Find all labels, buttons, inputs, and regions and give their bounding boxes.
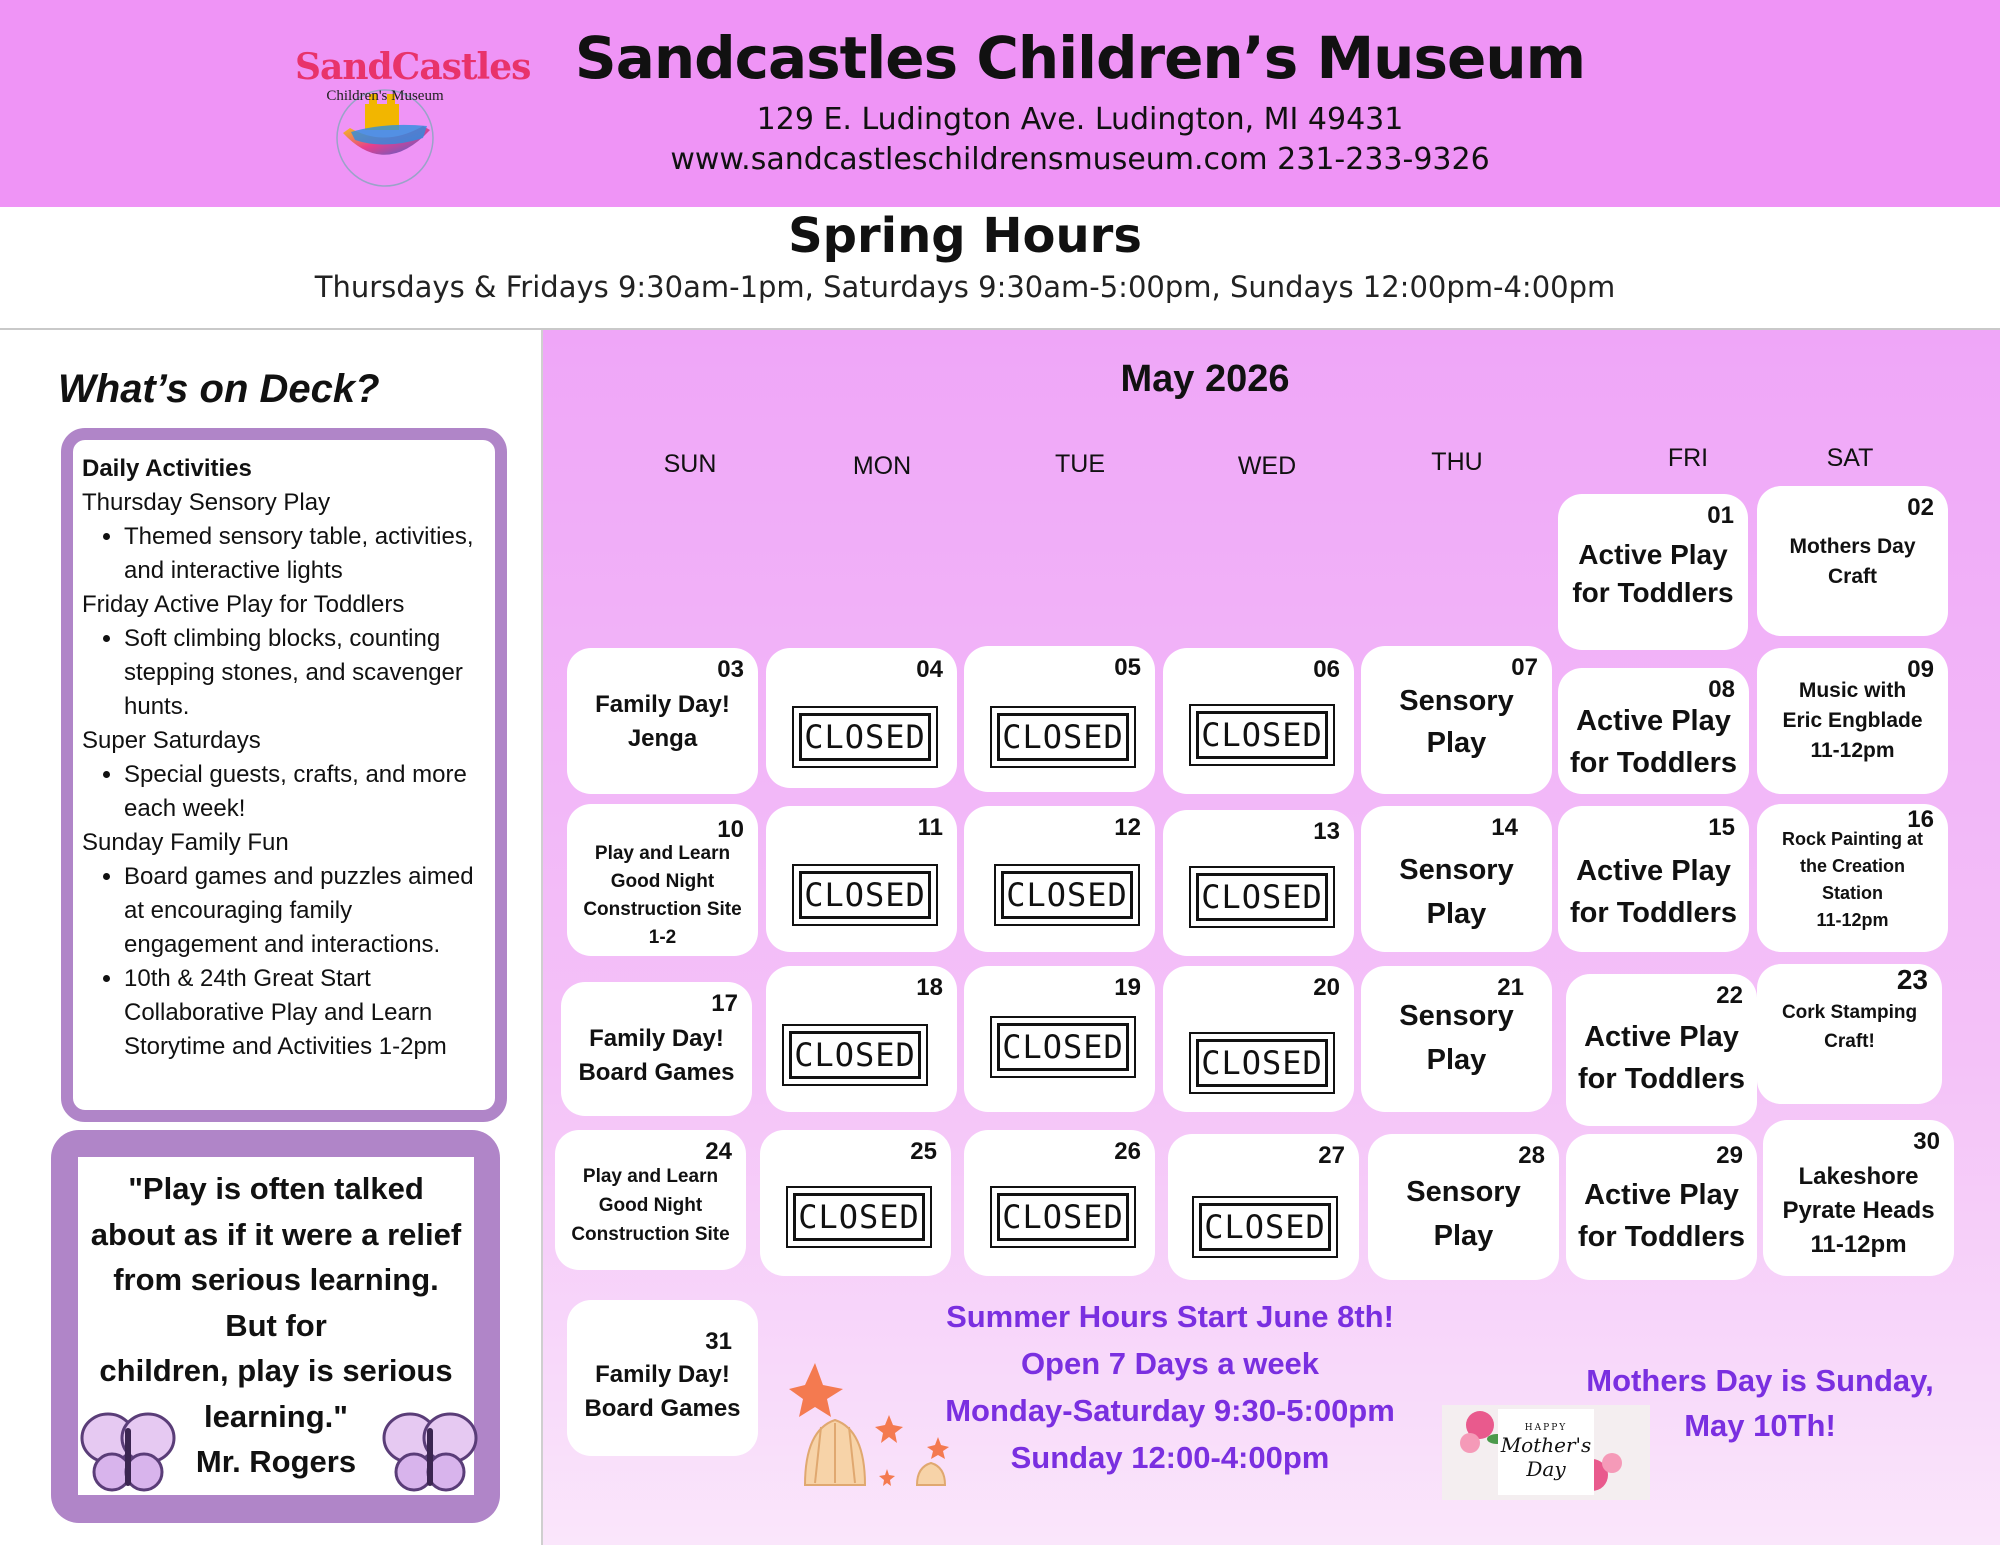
day-event xyxy=(1558,700,1749,784)
event-line: Active Play xyxy=(1576,855,1731,887)
day-number: 25 xyxy=(910,1138,937,1165)
dow-sat: SAT xyxy=(1826,444,1874,472)
museum-logo[interactable] xyxy=(295,38,531,188)
activity-thursday: Thursday Sensory Play xyxy=(82,489,331,516)
day-number: 12 xyxy=(1114,814,1141,841)
event-line: for Toddlers xyxy=(1577,1063,1746,1095)
day-number: 18 xyxy=(916,974,943,1001)
day-number: 14 xyxy=(1491,814,1518,841)
event-line: Mothers Day xyxy=(1789,535,1916,558)
day-number: 31 xyxy=(705,1328,732,1355)
spring-hours-title: Spring Hours xyxy=(788,208,1142,264)
day-number: 02 xyxy=(1907,494,1934,521)
day-number: 07 xyxy=(1511,654,1538,681)
event-line: Family Day! xyxy=(589,1025,724,1052)
event-line: Good Night xyxy=(610,871,715,892)
day-event xyxy=(1368,1170,1559,1258)
day-number: 28 xyxy=(1518,1142,1545,1169)
event-line: Jenga xyxy=(627,725,698,752)
activity-list xyxy=(82,758,482,826)
closed-label: CLOSED xyxy=(793,1193,925,1241)
day-event xyxy=(567,1358,758,1426)
day-number: 10 xyxy=(717,816,744,843)
quote-line: about as if it were a relief xyxy=(90,1216,462,1252)
event-line: Construction Site xyxy=(571,1224,730,1245)
day-02[interactable] xyxy=(1757,486,1948,636)
activity-saturday: Super Saturdays xyxy=(82,727,261,754)
event-line: Pyrate Heads xyxy=(1782,1197,1935,1224)
day-number: 26 xyxy=(1114,1138,1141,1165)
event-line: Rock Painting at xyxy=(1781,829,1924,849)
event-line: Board Games xyxy=(578,1059,735,1086)
quote-line: "Play is often talked xyxy=(128,1171,424,1206)
event-line: for Toddlers xyxy=(1572,577,1734,608)
day-18[interactable] xyxy=(766,966,957,1112)
day-19[interactable] xyxy=(964,966,1155,1112)
day-13[interactable] xyxy=(1163,810,1354,956)
day-16[interactable] xyxy=(1757,804,1948,952)
card-label xyxy=(1498,1409,1594,1495)
day-number: 09 xyxy=(1907,656,1934,683)
event-line: Craft xyxy=(1827,565,1877,588)
day-number: 15 xyxy=(1708,814,1735,841)
closed-label: CLOSED xyxy=(799,871,931,919)
day-event xyxy=(1361,680,1552,764)
day-29[interactable] xyxy=(1566,1134,1757,1280)
day-number: 22 xyxy=(1716,982,1743,1009)
closed-stamp xyxy=(1192,1196,1338,1258)
closed-label: CLOSED xyxy=(1196,711,1328,759)
day-number: 30 xyxy=(1913,1128,1940,1155)
activity-friday: Friday Active Play for Toddlers xyxy=(82,591,405,618)
day-11[interactable] xyxy=(766,806,957,952)
day-event xyxy=(1757,676,1948,766)
day-24[interactable] xyxy=(555,1130,746,1270)
day-01[interactable] xyxy=(1558,494,1748,650)
dow-fri: FRI xyxy=(1667,444,1709,472)
closed-label: CLOSED xyxy=(789,1031,921,1079)
event-line: Family Day! xyxy=(595,1361,730,1388)
dow-mon: MON xyxy=(852,452,912,480)
summer-hours-notice xyxy=(900,1293,1440,1481)
card-happy: HAPPY xyxy=(1524,1423,1568,1433)
logo-subtitle: Children's Museum xyxy=(326,88,444,104)
vertical-divider xyxy=(541,330,543,1545)
day-20[interactable] xyxy=(1163,966,1354,1112)
day-number: 23 xyxy=(1896,964,1928,995)
event-line: Board Games xyxy=(584,1395,741,1422)
day-number: 27 xyxy=(1318,1142,1345,1169)
activity-list xyxy=(82,622,482,724)
day-number: 11 xyxy=(917,814,943,841)
day-23[interactable] xyxy=(1757,964,1942,1104)
event-line: Lakeshore xyxy=(1798,1163,1919,1190)
activity-sunday: Sunday Family Fun xyxy=(82,829,289,856)
mothers-day-line: Mothers Day is Sunday, xyxy=(1586,1363,1934,1398)
quote-line: children, play is serious xyxy=(99,1353,453,1388)
closed-label: CLOSED xyxy=(997,713,1129,761)
butterfly-icon xyxy=(382,1410,478,1496)
closed-stamp xyxy=(1189,1032,1335,1094)
event-line: Play xyxy=(1426,727,1487,759)
activity-bullet: • Board games and puzzles aimed at encouraging family engagement and interactions. xyxy=(124,860,482,962)
closed-stamp xyxy=(1189,866,1335,928)
day-event xyxy=(1361,848,1552,936)
day-event xyxy=(1558,850,1749,934)
summer-line: Open 7 Days a week xyxy=(1020,1346,1320,1381)
closed-label: CLOSED xyxy=(1196,1039,1328,1087)
closed-stamp xyxy=(792,864,938,926)
day-09[interactable] xyxy=(1757,648,1948,794)
event-line: Craft! xyxy=(1824,1031,1875,1052)
day-05[interactable] xyxy=(964,646,1155,792)
day-number: 03 xyxy=(717,656,744,683)
day-number: 21 xyxy=(1497,974,1524,1001)
day-number: 13 xyxy=(1313,818,1340,845)
event-line: Sensory xyxy=(1399,685,1514,717)
event-line: Eric Engblade xyxy=(1782,709,1923,732)
event-line: Sensory xyxy=(1399,854,1514,886)
event-line: Family Day! xyxy=(595,691,730,718)
day-number: 06 xyxy=(1313,656,1340,683)
day-04[interactable] xyxy=(766,648,957,788)
day-number: 05 xyxy=(1114,654,1141,681)
event-line: Good Night xyxy=(598,1195,703,1216)
day-event xyxy=(555,1162,746,1249)
seashell-icon xyxy=(785,1355,965,1495)
event-line: Active Play xyxy=(1584,1021,1739,1053)
day-08[interactable] xyxy=(1558,668,1749,794)
event-line: Play xyxy=(1426,1044,1487,1076)
daily-activities xyxy=(82,452,482,1064)
dow-wed: WED xyxy=(1237,452,1297,480)
event-line: 11-12pm xyxy=(1810,1231,1907,1258)
event-line: for Toddlers xyxy=(1577,1221,1746,1253)
closed-stamp xyxy=(782,1024,928,1086)
day-26[interactable] xyxy=(964,1130,1155,1276)
card-mothers: Mother's xyxy=(1500,1433,1592,1457)
event-line: Station xyxy=(1822,883,1883,903)
day-event xyxy=(1757,532,1948,592)
quote-author: Mr. Rogers xyxy=(195,1444,357,1479)
museum-contact[interactable]: www.sandcastleschildrensmuseum.com 231-233-9326 xyxy=(670,142,1490,177)
day-21[interactable] xyxy=(1361,966,1552,1112)
event-line: for Toddlers xyxy=(1569,897,1738,929)
calendar-month: May 2026 xyxy=(1120,358,1290,400)
event-line: Sensory xyxy=(1399,1000,1514,1032)
day-17[interactable] xyxy=(561,982,752,1116)
quote-line: from serious learning. xyxy=(113,1262,439,1297)
closed-label: CLOSED xyxy=(997,1023,1129,1071)
day-30[interactable] xyxy=(1763,1120,1954,1276)
event-line: Play xyxy=(1433,1220,1494,1252)
event-line: 11-12pm xyxy=(1810,739,1895,762)
day-event xyxy=(561,1022,752,1090)
closed-stamp xyxy=(786,1186,932,1248)
activities-heading: Daily Activities xyxy=(82,455,252,482)
summer-line: Monday-Saturday 9:30-5:00pm xyxy=(945,1393,1395,1428)
day-22[interactable] xyxy=(1566,974,1757,1126)
day-number: 08 xyxy=(1708,676,1735,703)
day-event xyxy=(567,688,758,756)
logo-wordmark xyxy=(295,46,531,88)
day-14[interactable] xyxy=(1361,806,1552,952)
day-event xyxy=(567,840,758,952)
event-line: Sensory xyxy=(1406,1176,1521,1208)
day-number: 17 xyxy=(711,990,738,1017)
day-number: 19 xyxy=(1114,974,1141,1001)
day-number: 20 xyxy=(1313,974,1340,1001)
activity-list xyxy=(82,860,482,1064)
activity-bullet: • 10th & 24th Great Start Collaborative Play and Learn Storytime and Activities 1-2pm xyxy=(124,962,482,1064)
event-line: Play and Learn xyxy=(582,1166,719,1187)
deck-title: What’s on Deck? xyxy=(58,367,380,411)
logo-wordmark-text: SandCastles xyxy=(295,46,531,88)
day-number: 01 xyxy=(1707,502,1734,529)
event-line: 1-2 xyxy=(648,927,677,948)
closed-label: CLOSED xyxy=(997,1193,1129,1241)
day-31[interactable] xyxy=(567,1300,758,1456)
quote-line: learning." xyxy=(204,1398,348,1434)
activity-bullet: • Soft climbing blocks, counting stepping stones, and scavenger hunts. xyxy=(124,622,482,724)
event-line: Active Play xyxy=(1584,1179,1739,1211)
butterfly-icon xyxy=(80,1410,176,1496)
day-03[interactable] xyxy=(567,648,758,794)
closed-label: CLOSED xyxy=(1199,1203,1331,1251)
day-event xyxy=(1566,1016,1757,1100)
museum-name: Sandcastles Children’s Museum xyxy=(574,24,1586,92)
event-line: Music with xyxy=(1798,679,1907,702)
mothers-day-line: May 10Th! xyxy=(1684,1408,1836,1443)
dow-thu: THU xyxy=(1431,448,1483,476)
event-line: Play and Learn xyxy=(594,843,731,864)
event-line: Construction Site xyxy=(583,899,742,920)
closed-label: CLOSED xyxy=(1196,873,1328,921)
activity-list xyxy=(82,520,482,588)
quote-line: But for xyxy=(225,1307,327,1343)
day-event xyxy=(1763,1160,1954,1262)
dow-tue: TUE xyxy=(1055,450,1105,478)
event-line: Active Play xyxy=(1578,539,1728,570)
closed-stamp xyxy=(1189,704,1335,766)
spring-hours-text: Thursdays & Fridays 9:30am-1pm, Saturdays 9:30am-5:00pm, Sundays 12:00pm-4:00pm xyxy=(314,270,1616,304)
day-15[interactable] xyxy=(1558,806,1749,952)
summer-line: Sunday 12:00-4:00pm xyxy=(1010,1440,1330,1475)
mothers-day-card-image xyxy=(1442,1405,1650,1500)
day-12[interactable] xyxy=(964,806,1155,952)
closed-stamp xyxy=(990,706,1136,768)
activity-bullet: • Themed sensory table, activities, and interactive lights xyxy=(124,520,482,588)
day-07[interactable] xyxy=(1361,646,1552,794)
event-line: Cork Stamping xyxy=(1781,1002,1918,1023)
museum-address: 129 E. Ludington Ave. Ludington, MI 49431 xyxy=(756,102,1404,137)
day-number: 04 xyxy=(916,656,943,683)
day-event xyxy=(1566,1174,1757,1258)
day-event xyxy=(1757,826,1948,934)
closed-stamp xyxy=(994,864,1140,926)
event-line: for Toddlers xyxy=(1569,747,1738,779)
day-06[interactable] xyxy=(1163,648,1354,794)
dow-sun: SUN xyxy=(663,450,717,478)
event-line: 11-12pm xyxy=(1816,910,1889,930)
event-line: the Creation xyxy=(1799,856,1905,876)
day-number: 16 xyxy=(1907,806,1934,833)
activity-bullet: • Special guests, crafts, and more each week! xyxy=(124,758,482,826)
day-event xyxy=(1361,994,1552,1082)
day-event xyxy=(1757,998,1942,1056)
summer-line: Summer Hours Start June 8th! xyxy=(946,1299,1394,1334)
day-event xyxy=(1558,536,1748,612)
day-number: 29 xyxy=(1716,1142,1743,1169)
day-10[interactable] xyxy=(567,804,758,956)
closed-stamp xyxy=(792,706,938,768)
closed-label: CLOSED xyxy=(1001,871,1133,919)
day-27[interactable] xyxy=(1168,1134,1359,1280)
event-line: Play xyxy=(1426,898,1487,930)
day-28[interactable] xyxy=(1368,1134,1559,1280)
day-number: 24 xyxy=(705,1138,732,1165)
closed-label: CLOSED xyxy=(799,713,931,761)
closed-stamp xyxy=(990,1016,1136,1078)
closed-stamp xyxy=(990,1186,1136,1248)
card-day: Day xyxy=(1526,1457,1566,1481)
day-25[interactable] xyxy=(760,1130,951,1276)
event-line: Active Play xyxy=(1576,705,1731,737)
